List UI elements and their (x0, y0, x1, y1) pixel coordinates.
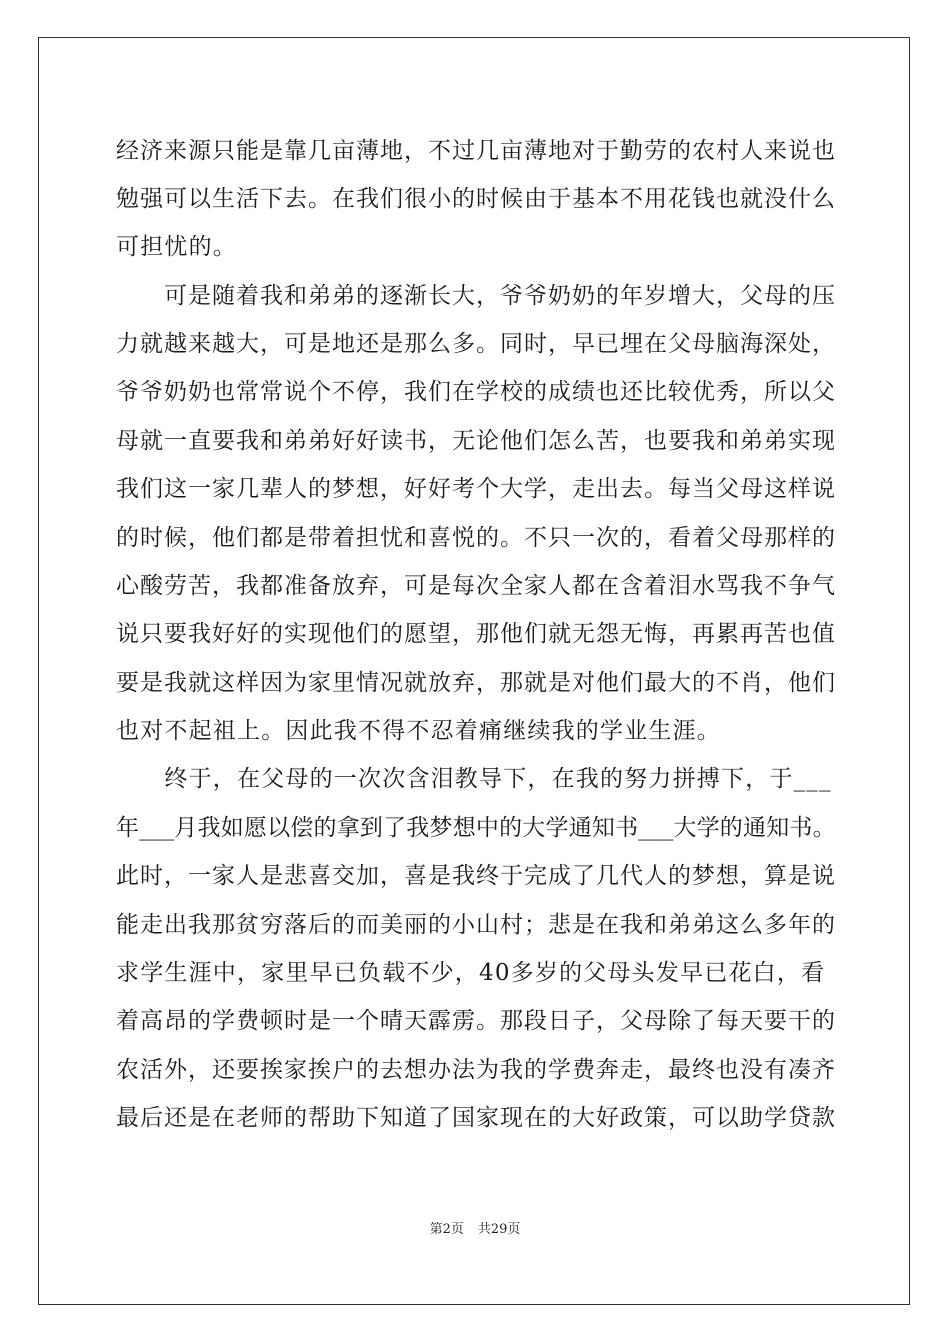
text-line: 终于，在父母的一次次含泪教导下，在我的努力拼搏下，于___ (116, 766, 832, 792)
text-line: 力就越来越大，可是地还是那么多。同时，早已埋在父母脑海深处， (116, 331, 836, 357)
text-line: 着高昂的学费顿时是一个晴天霹雳。那段日子，父母除了每天要干的 (116, 1008, 836, 1034)
text-line: 说只要我好好的实现他们的愿望，那他们就无怨无悔，再累再苦也值 (116, 621, 836, 647)
text-line: 可是随着我和弟弟的逐渐长大，爷爷奶奶的年岁增大，父母的压 (116, 283, 836, 309)
text-line: 此时，一家人是悲喜交加，喜是我终于完成了几代人的梦想，算是说 (116, 863, 836, 889)
page-footer (0, 1221, 950, 1239)
text-line: 农活外，还要挨家挨户的去想办法为我的学费奔走，最终也没有凑齐 (116, 1057, 836, 1083)
text-line: 母就一直要我和弟弟好好读书，无论他们怎么苦，也要我和弟弟实现 (116, 428, 836, 454)
text-line: 勉强可以生活下去。在我们很小的时候由于基本不用花钱也就没什么 (116, 186, 836, 212)
text-line: 最后还是在老师的帮助下知道了国家现在的大好政策，可以助学贷款 (116, 1105, 836, 1131)
text-line: 求学生涯中，家里早已负载不少，40多岁的父母头发早已花白，看 (116, 960, 826, 986)
text-line: 我们这一家几辈人的梦想，好好考个大学，走出去。每当父母这样说 (116, 476, 836, 502)
text-line: 要是我就这样因为家里情况就放弃，那就是对他们最大的不肖，他们 (116, 670, 836, 696)
total-pages: 共29页 (477, 1222, 521, 1237)
text-line: 也对不起祖上。因此我不得不忍着痛继续我的学业生涯。 (116, 718, 721, 744)
text-line: 的时候，他们都是带着担忧和喜悦的。不只一次的，看着父母那样的 (116, 525, 836, 551)
text-line: 可担忧的。 (116, 234, 237, 260)
text-line: 心酸劳苦，我都准备放弃，可是每次全家人都在含着泪水骂我不争气 (116, 573, 836, 599)
text-line: 爷爷奶奶也常常说个不停，我们在学校的成绩也还比较优秀，所以父 (116, 379, 836, 405)
page-number: 第2页 (429, 1222, 464, 1237)
text-line: 年___月我如愿以偿的拿到了我梦想中的大学通知书___大学的通知书。 (116, 815, 836, 841)
text-line: 能走出我那贫穷落后的而美丽的小山村；悲是在我和弟弟这么多年的 (116, 912, 836, 938)
text-line: 经济来源只能是靠几亩薄地，不过几亩薄地对于勤劳的农村人来说也 (116, 138, 836, 164)
